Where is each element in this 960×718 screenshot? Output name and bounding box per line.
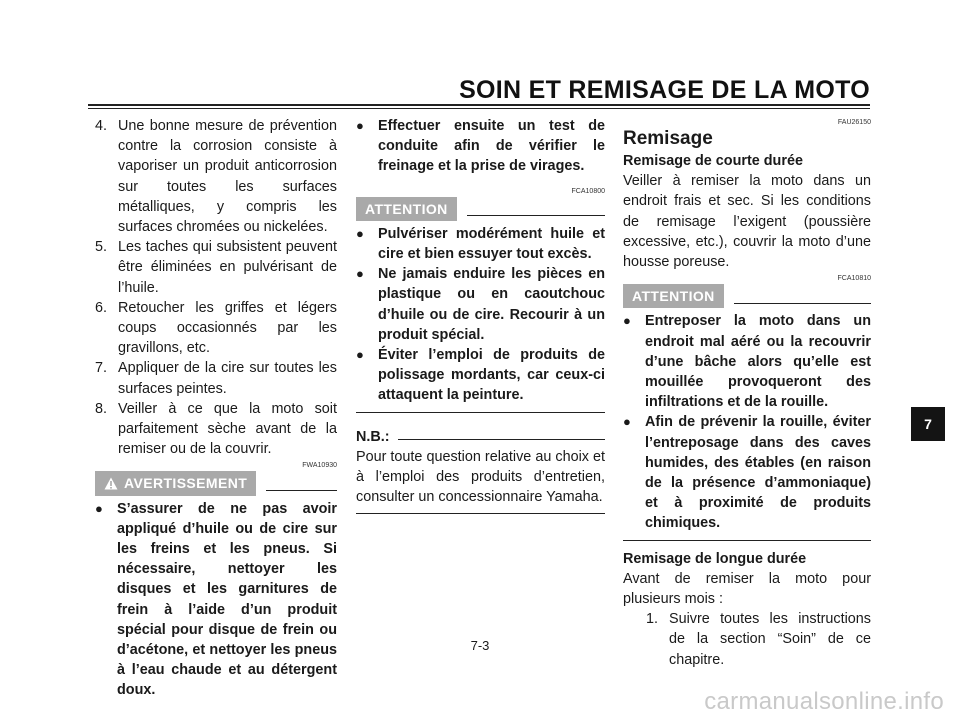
column-2 [356, 116, 605, 522]
caution-item [623, 311, 871, 412]
caution-header [356, 197, 605, 221]
caution-text: Afin de prévenir la rouille, éviter l’entreposage dans des caves humides, des étables (en raison de la présence d’ammoniaque) et à proximité de produits chimiques. [645, 414, 871, 532]
warning-code: FWA10930 [302, 462, 337, 470]
column-1 [95, 116, 337, 701]
chapter-tab: 7 [911, 407, 945, 441]
short-storage-text: Veiller à remiser la moto dans un endroit frais et sec. Si les conditions de remisage l’exigent (poussière excessive, etc.), couvrir la moto d’une housse poreuse. [623, 173, 871, 271]
section-title: Remisage [623, 128, 713, 149]
nb-rule [398, 439, 605, 440]
step-number: 4. [95, 118, 108, 134]
step-text: Appliquer de la cire sur toutes les surfaces peintes. [118, 360, 337, 397]
bullet-icon: ● [95, 500, 103, 516]
step-item [95, 116, 337, 237]
caution-header [623, 284, 871, 308]
bullet-icon: ● [623, 313, 631, 329]
column-3 [623, 116, 871, 670]
bullet-icon: ● [356, 347, 364, 363]
bullet-icon: ● [623, 414, 631, 430]
caution-code: FCA10800 [571, 187, 605, 195]
long-storage-title: Remisage de longue durée [623, 550, 807, 567]
warning-badge [95, 471, 256, 495]
warning-label: AVERTISSEMENT [124, 475, 248, 492]
caution-rule [467, 215, 605, 216]
warning-text: S’assurer de ne pas avoir appliqué d’huile ou de cire sur les freins et les pneus. Si nécessaire, nettoyer les disques et les garnitures de frein à l’aide d’un produit spécial pour disque de frein ou d’acétone, et nettoyer les pneus à l’eau chaude et au détergent doux. [117, 500, 337, 699]
caution-text: Éviter l’emploi de produits de polissage mordants, car ceux-ci attaquent la peinture. [378, 347, 605, 404]
nb-label: N.B.: [356, 428, 390, 445]
header-rule-thick [88, 104, 870, 106]
step-text: Une bonne mesure de prévention contre la corrosion consiste à vaporiser un produit anticorrosion sur toutes les surfaces métalliques, y compris les surfaces chromées ou nickelées. [118, 118, 337, 236]
step-item [95, 358, 337, 398]
nb-text: Pour toute question relative au choix et à l’emploi des produits d’entretien, consulter un concessionnaire Yamaha. [356, 448, 605, 506]
step-item [95, 298, 337, 359]
bullet-icon: ● [356, 266, 364, 282]
bullet-icon: ● [356, 118, 364, 133]
nb-end-rule [356, 513, 605, 514]
long-storage-text: Avant de remiser la moto pour plusieurs mois : [623, 570, 871, 608]
step-number: 1. [646, 611, 659, 628]
caution-item [623, 412, 871, 533]
caution-text: Entreposer la moto dans un endroit mal aéré ou la recouvrir d’une bâche alors qu’elle est mouillée provoqueront des infiltrations et de la rouille. [645, 313, 871, 411]
warning-rule [266, 490, 337, 491]
bullet-item [356, 116, 605, 177]
step-number: 8. [95, 400, 108, 417]
section-code: FAU26150 [837, 119, 871, 126]
warning-triangle-icon [104, 477, 118, 490]
caution-rule [734, 303, 871, 304]
header-rule-thin [88, 108, 870, 109]
warning-header [95, 471, 337, 495]
step-item [95, 399, 337, 460]
page-number: 7-3 [470, 638, 490, 653]
step-number: 6. [95, 299, 108, 316]
step-text: Suivre toutes les instructions de la section “Soin” de ce chapitre. [669, 611, 871, 668]
nb-header [356, 427, 605, 447]
bullet-icon: ● [356, 225, 364, 241]
step-number: 5. [95, 239, 108, 256]
caution-badge: ATTENTION [623, 284, 724, 308]
caution-code: FCA10810 [837, 275, 871, 283]
step-text: Les taches qui subsistent peuvent être éliminées en pulvérisant de l’huile. [118, 239, 337, 296]
step-text: Veiller à ce que la moto soit parfaitement sèche avant de la remiser ou de la couvrir. [118, 400, 337, 458]
bullet-text: Effectuer ensuite un test de conduite afin de vérifier le freinage et la prise de virages. [378, 118, 605, 175]
watermark: carmanualsonline.info [704, 688, 944, 715]
caution-text: Ne jamais enduire les pièces en plastique ou en caoutchouc d’huile ou de cire. Recourir à un produit spécial. [378, 266, 605, 343]
warning-bullet [95, 499, 337, 701]
short-storage-title: Remisage de courte durée [623, 153, 803, 169]
caution-end-rule [623, 540, 871, 541]
step-text: Retoucher les griffes et légers coups occasionnés par les gravillons, etc. [118, 299, 337, 357]
caution-item [356, 224, 605, 264]
caution-text: Pulvériser modérément huile et cire et bien essuyer tout excès. [378, 225, 605, 263]
caution-item [356, 264, 605, 345]
page-header-title: SOIN ET REMISAGE DE LA MOTO [459, 76, 870, 104]
caution-badge: ATTENTION [356, 197, 457, 221]
step-number: 7. [95, 360, 108, 377]
step-item [95, 237, 337, 298]
caution-item [356, 345, 605, 406]
caution-end-rule [356, 412, 605, 413]
